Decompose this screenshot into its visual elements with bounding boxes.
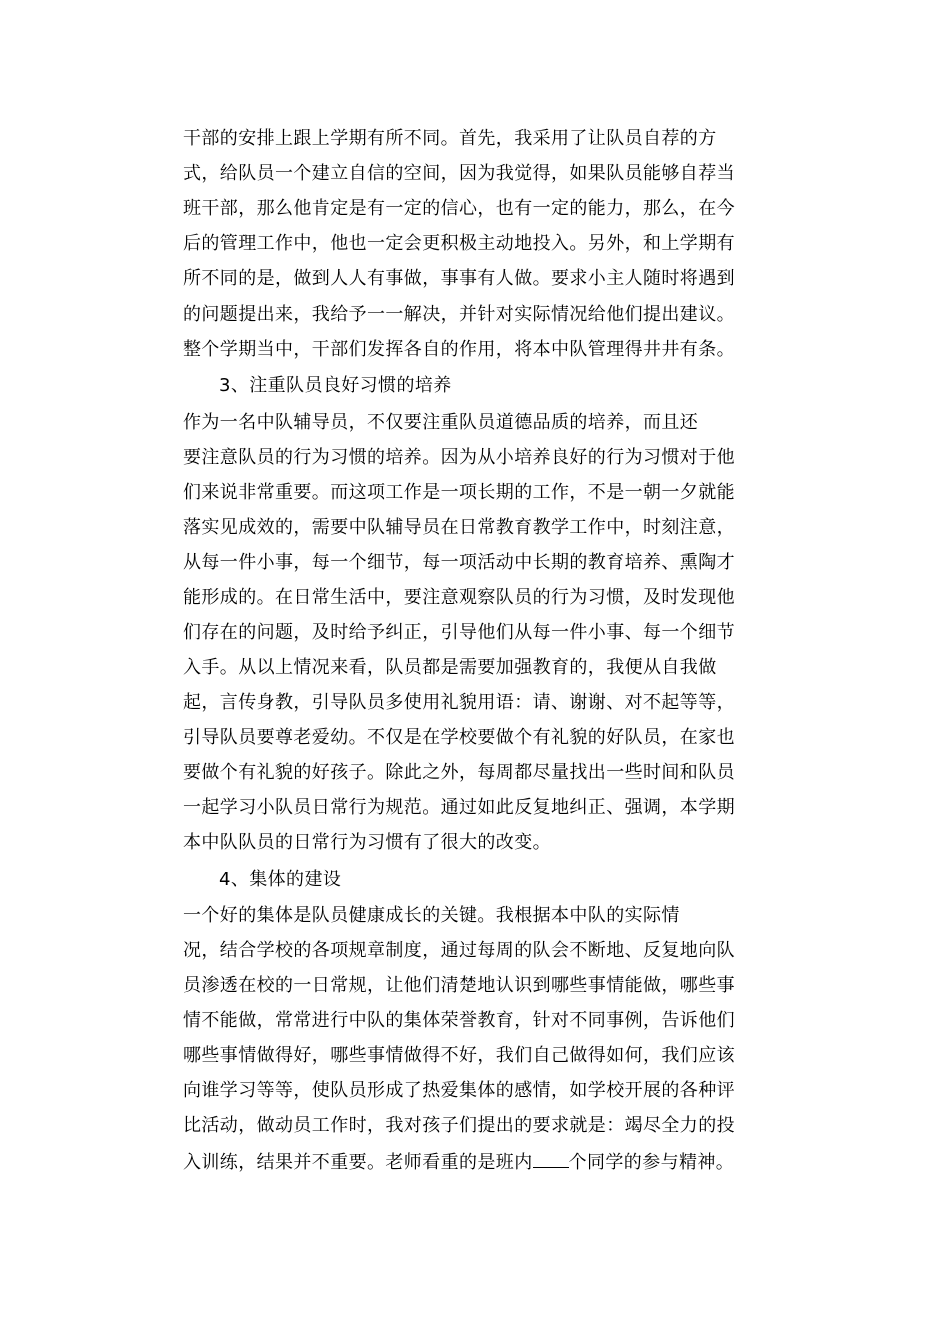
text-line: 式，给队员一个建立自信的空间，因为我觉得，如果队员能够自荐当 (183, 163, 735, 184)
text-line: 作为一名中队辅导员，不仅要注重队员道德品质的培养，而且还 (183, 412, 699, 433)
text-line: 的问题提出来，我给予一一解决，并针对实际情况给他们提出建议。 (183, 304, 735, 325)
text-line: 向谁学习等等，使队员形成了热爱集体的感情，如学校开展的各种评 (183, 1080, 735, 1101)
text-line: 后的管理工作中，他也一定会更积极主动地投入。另外，和上学期有 (183, 233, 735, 254)
text-line: 一个好的集体是队员健康成长的关键。我根据本中队的实际情 (183, 905, 680, 926)
text-line: 哪些事情做得好，哪些事情做得不好，我们自己做得如何，我们应该 (183, 1045, 735, 1066)
text-line: 所不同的是，做到人人有事做，事事有人做。要求小主人随时将遇到 (183, 268, 735, 289)
text-line: 整个学期当中，干部们发挥各自的作用，将本中队管理得井井有条。 (183, 339, 735, 360)
text-line: 本中队队员的日常行为习惯有了很大的改变。 (183, 832, 551, 853)
text-line: 情不能做，常常进行中队的集体荣誉教育，针对不同事例，告诉他们 (183, 1010, 735, 1031)
text-line: 入手。从以上情况来看，队员都是需要加强教育的，我便从自我做 (183, 657, 717, 678)
text-line: 们存在的问题，及时给予纠正，引导他们从每一件小事、每一个细节 (183, 622, 735, 643)
text-line: 起，言传身教，引导队员多使用礼貌用语：请、谢谢、对不起等等， (183, 692, 735, 713)
text-line: 要注意队员的行为习惯的培养。因为从小培养良好的行为习惯对于他 (183, 447, 735, 468)
text-line: 能形成的。在日常生活中，要注意观察队员的行为习惯，及时发现他 (183, 587, 735, 608)
text-line: 班干部，那么他肯定是有一定的信心，也有一定的能力，那么，在今 (183, 198, 735, 219)
section-heading: 3、注重队员良好习惯的培养 (219, 375, 452, 396)
text-line: 从每一件小事，每一个细节，每一项活动中长期的教育培养、熏陶才 (183, 552, 735, 573)
text-line: 员渗透在校的一日常规，让他们清楚地认识到哪些事情能做，哪些事 (183, 975, 735, 996)
text-line: 干部的安排上跟上学期有所不同。首先，我采用了让队员自荐的方 (183, 128, 717, 149)
section-heading: 4、集体的建设 (219, 869, 342, 890)
text-line: 一起学习小队员日常行为规范。通过如此反复地纠正、强调，本学期 (183, 797, 735, 818)
text-line: 引导队员要尊老爱幼。不仅是在学校要做个有礼貌的好队员，在家也 (183, 727, 735, 748)
text-segment: 个同学的参与精神。 (568, 1152, 735, 1173)
text-line-with-blank (183, 1150, 734, 1174)
text-line: 况，结合学校的各项规章制度，通过每周的队会不断地、反复地向队 (183, 940, 735, 961)
text-line: 要做个有礼貌的好孩子。除此之外，每周都尽量找出一些时间和队员 (183, 762, 735, 783)
text-segment: 入训练，结果并不重要。老师看重的是班内 (183, 1152, 533, 1173)
text-line: 比活动，做动员工作时，我对孩子们提出的要求就是：竭尽全力的投 (183, 1115, 735, 1136)
fill-in-blank (533, 1150, 569, 1168)
text-line: 落实见成效的，需要中队辅导员在日常教育教学工作中，时刻注意， (183, 517, 735, 538)
text-line: 们来说非常重要。而这项工作是一项长期的工作，不是一朝一夕就能 (183, 482, 735, 503)
